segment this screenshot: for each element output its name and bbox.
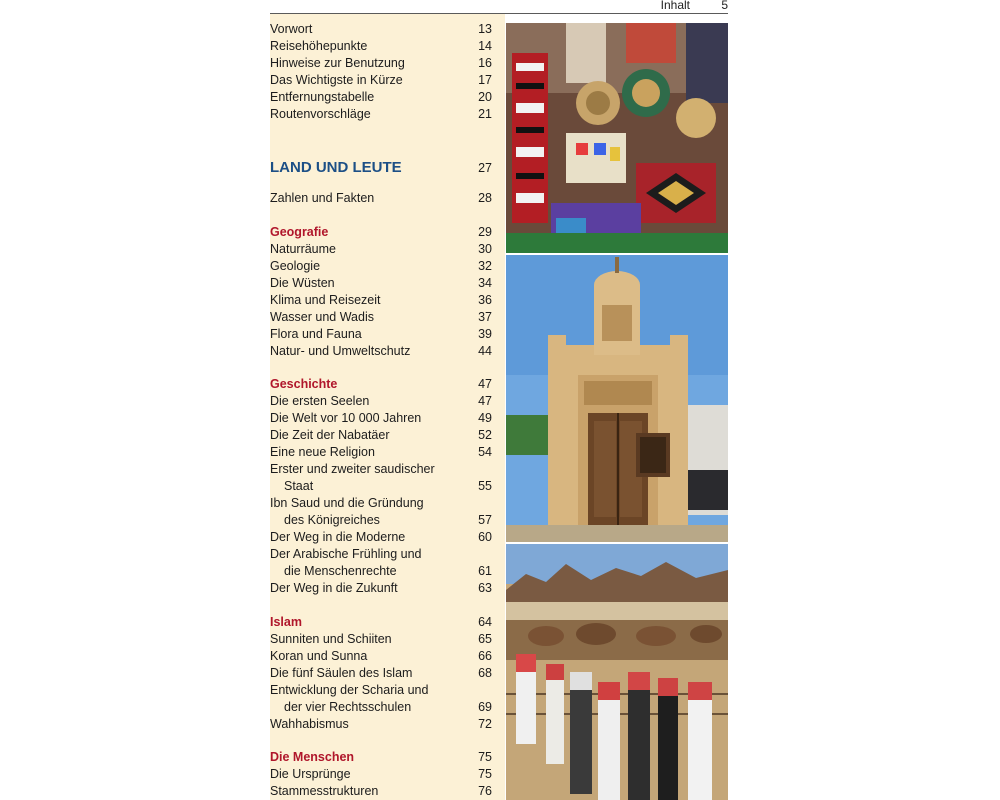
toc-section-heading[interactable]: Islam 64 bbox=[270, 615, 492, 629]
toc-entry[interactable]: Die ersten Seelen 47 bbox=[270, 394, 492, 408]
toc-entry[interactable]: Der Weg in die Moderne 60 bbox=[270, 530, 492, 544]
toc-entry[interactable]: Ibn Saud und die Gründung bbox=[270, 496, 424, 510]
camel-market-photo bbox=[506, 544, 728, 800]
toc-entry[interactable]: Naturräume 30 bbox=[270, 242, 492, 256]
toc-entry[interactable]: Der Arabische Frühling und bbox=[270, 547, 422, 561]
page-header bbox=[270, 0, 728, 14]
toc-entry[interactable]: Reisehöhepunkte 14 bbox=[270, 39, 492, 53]
toc-entry[interactable]: Entfernungstabelle 20 bbox=[270, 90, 492, 104]
toc-entry[interactable]: Koran und Sunna 66 bbox=[270, 649, 492, 663]
toc-entry-continuation[interactable]: der vier Rechtsschulen 69 bbox=[284, 700, 492, 714]
toc-entry[interactable]: Die Ursprünge 75 bbox=[270, 767, 492, 781]
toc-entry-continuation[interactable]: des Königreiches 57 bbox=[284, 513, 492, 527]
toc-entry[interactable]: Erster und zweiter saudischer bbox=[270, 462, 435, 476]
toc-entry[interactable]: Die Zeit der Nabatäer 52 bbox=[270, 428, 492, 442]
toc-entry[interactable]: Geologie 32 bbox=[270, 259, 492, 273]
toc-entry[interactable]: Wahhabismus 72 bbox=[270, 717, 492, 731]
toc-entry[interactable]: Die Welt vor 10 000 Jahren 49 bbox=[270, 411, 492, 425]
toc-entry[interactable]: Eine neue Religion 54 bbox=[270, 445, 492, 459]
toc-entry-continuation[interactable]: die Menschenrechte 61 bbox=[284, 564, 492, 578]
toc-entry[interactable]: Zahlen und Fakten 28 bbox=[270, 191, 492, 205]
toc-entry[interactable]: Vorwort 13 bbox=[270, 22, 492, 36]
toc-entry[interactable]: Die fünf Säulen des Islam 68 bbox=[270, 666, 492, 680]
header-title: Inhalt bbox=[660, 0, 690, 12]
toc-entry[interactable]: Entwicklung der Scharia und bbox=[270, 683, 429, 697]
toc-entry[interactable]: Das Wichtigste in Kürze 17 bbox=[270, 73, 492, 87]
toc-entry[interactable]: Sunniten und Schiiten 65 bbox=[270, 632, 492, 646]
toc-entry[interactable]: Der Weg in die Zukunft 63 bbox=[270, 581, 492, 595]
historic-building-photo bbox=[506, 255, 728, 542]
toc-chapter-heading[interactable]: LAND UND LEUTE 27 bbox=[270, 159, 492, 176]
table-of-contents bbox=[270, 14, 505, 800]
toc-entry[interactable]: Stammesstrukturen 76 bbox=[270, 784, 492, 798]
toc-entry[interactable]: Natur- und Umweltschutz 44 bbox=[270, 344, 492, 358]
toc-entry[interactable]: Wasser und Wadis 37 bbox=[270, 310, 492, 324]
header-page-number: 5 bbox=[721, 0, 728, 12]
market-textiles-photo bbox=[506, 23, 728, 253]
toc-entry[interactable]: Klima und Reisezeit 36 bbox=[270, 293, 492, 307]
toc-section-heading[interactable]: Geschichte 47 bbox=[270, 377, 492, 391]
toc-entry[interactable]: Hinweise zur Benutzung 16 bbox=[270, 56, 492, 70]
toc-entry[interactable]: Die Wüsten 34 bbox=[270, 276, 492, 290]
toc-section-heading[interactable]: Die Menschen 75 bbox=[270, 750, 492, 764]
toc-entry-continuation[interactable]: Staat 55 bbox=[284, 479, 492, 493]
toc-entry[interactable]: Flora und Fauna 39 bbox=[270, 327, 492, 341]
toc-entry[interactable]: Routenvorschläge 21 bbox=[270, 107, 492, 121]
toc-section-heading[interactable]: Geografie 29 bbox=[270, 225, 492, 239]
